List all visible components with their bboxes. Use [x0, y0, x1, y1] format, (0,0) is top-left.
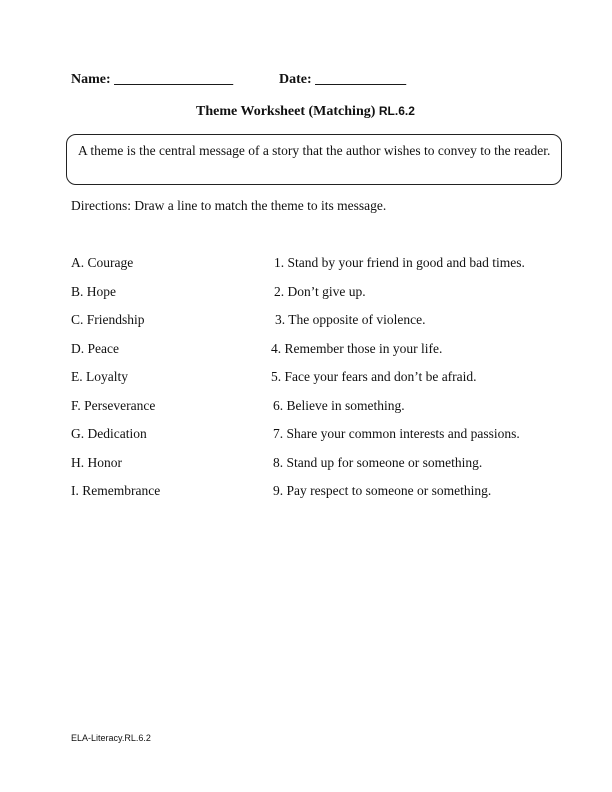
theme-item: D. Peace	[71, 341, 119, 356]
message-item: 2. Don’t give up.	[274, 284, 366, 299]
worksheet-title	[196, 104, 415, 120]
theme-item: F. Perseverance	[71, 398, 156, 413]
standard-code: RL.6.2	[378, 104, 415, 118]
date-field-label: Date: _____________	[279, 72, 407, 87]
theme-item: E. Loyalty	[71, 369, 128, 384]
theme-item: A. Courage	[71, 255, 134, 270]
theme-definition-box: A theme is the central message of a story that the author wishes to convey to the reader.	[66, 134, 562, 185]
message-item: 6. Believe in something.	[273, 398, 405, 413]
theme-item: C. Friendship	[71, 312, 145, 327]
worksheet-title-text: Theme Worksheet (Matching)	[196, 104, 379, 119]
message-item: 7. Share your common interests and passions.	[273, 426, 520, 441]
message-item: 1. Stand by your friend in good and bad times.	[274, 255, 525, 270]
name-field-label: Name: _________________	[71, 72, 234, 87]
message-item: 5. Face your fears and don’t be afraid.	[271, 369, 477, 384]
message-item: 9. Pay respect to someone or something.	[273, 483, 492, 498]
directions-text: Directions: Draw a line to match the theme to its message.	[71, 198, 387, 213]
theme-item: H. Honor	[71, 455, 122, 470]
message-item: 3. The opposite of violence.	[275, 312, 426, 327]
theme-item: I. Remembrance	[71, 483, 161, 498]
message-item: 8. Stand up for someone or something.	[273, 455, 483, 470]
theme-item: G. Dedication	[71, 426, 147, 441]
theme-item: B. Hope	[71, 284, 116, 299]
footer-standard: ELA-Literacy.RL.6.2	[71, 733, 151, 743]
message-item: 4. Remember those in your life.	[271, 341, 443, 356]
